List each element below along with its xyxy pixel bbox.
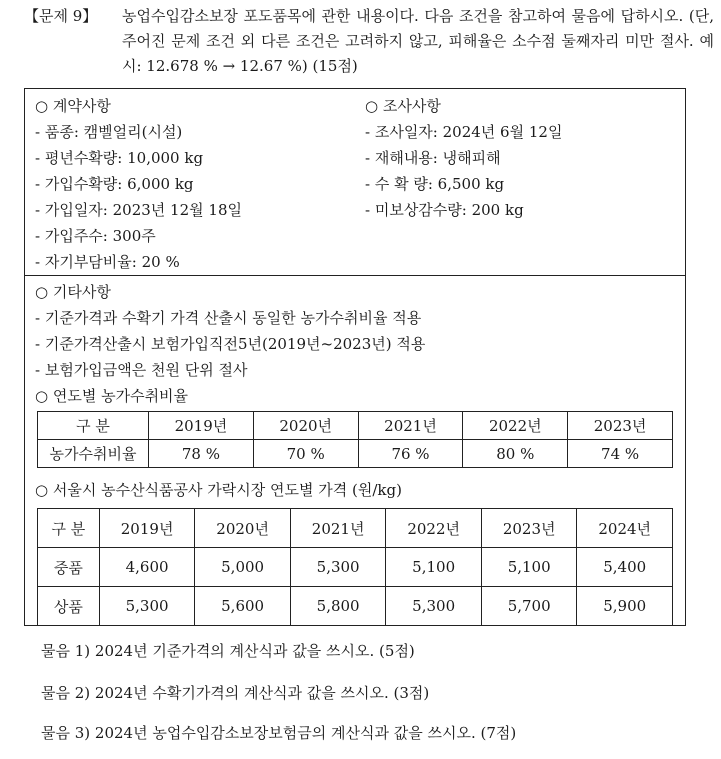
contract-item: - 품종: 캠벨얼리(시설) <box>35 123 183 141</box>
other-section <box>35 279 675 409</box>
subquestion-1: 물음 1) 2024년 기준가격의 계산식과 값을 쓰시오. (5점) <box>41 642 415 660</box>
table-cell: 4,600 <box>99 548 195 587</box>
table-cell: 2020년 <box>253 412 358 440</box>
table-cell: 2019년 <box>99 509 195 548</box>
table-header-row <box>38 412 673 440</box>
price-heading: ○ 서울시 농수산식품공사 가락시장 연도별 가격 (원/kg) <box>35 481 402 499</box>
subquestion-3: 물음 3) 2024년 농업수입감소보장보험금의 계산식과 값을 쓰시오. (7점) <box>41 724 517 742</box>
contract-survey-section <box>25 89 685 276</box>
table-row <box>38 587 673 626</box>
table-cell: 5,300 <box>99 587 195 626</box>
other-item: - 보험가입금액은 천원 단위 절사 <box>35 361 248 379</box>
table-cell: 2022년 <box>386 509 482 548</box>
table-cell: 5,900 <box>577 587 673 626</box>
question-block <box>24 4 714 79</box>
table-cell: 70 % <box>253 440 358 468</box>
table-cell: 5,800 <box>290 587 386 626</box>
survey-item: - 조사일자: 2024년 6월 12일 <box>365 123 563 141</box>
survey-item: - 미보상감수량: 200 kg <box>365 201 524 219</box>
contract-item: - 가입수확량: 6,000 kg <box>35 175 194 193</box>
condition-box <box>24 88 686 626</box>
table-cell: 2020년 <box>195 509 291 548</box>
contract-item: - 평년수확량: 10,000 kg <box>35 149 204 167</box>
table-cell: 76 % <box>358 440 463 468</box>
table-cell: 2022년 <box>463 412 568 440</box>
table-cell: 5,600 <box>195 587 291 626</box>
contract-column <box>35 93 242 275</box>
subquestion-2: 물음 2) 2024년 수확기가격의 계산식과 값을 쓰시오. (3점) <box>41 684 430 702</box>
question-text: 농업수입감소보장 포도품목에 관한 내용이다. 다음 조건을 참고하여 물음에 답하시오. (단, 주어진 문제 조건 외 다른 조건은 고려하지 않고, 피해율은 소수점 둘째자리 미만 절사. 예시: 12.678 % → 12.67 %) (15점) <box>122 7 714 75</box>
table-row <box>38 440 673 468</box>
table-cell: 2024년 <box>577 509 673 548</box>
ratio-heading: ○ 연도별 농가수취비율 <box>35 387 189 405</box>
table-cell: 5,000 <box>195 548 291 587</box>
contract-heading: ○ 계약사항 <box>35 97 111 115</box>
contract-item: - 가입주수: 300주 <box>35 227 156 245</box>
table-cell: 78 % <box>149 440 254 468</box>
survey-item: - 수 확 량: 6,500 kg <box>365 175 505 193</box>
table-cell: 2023년 <box>481 509 577 548</box>
table-cell: 80 % <box>463 440 568 468</box>
table-cell: 5,100 <box>481 548 577 587</box>
table-cell: 2019년 <box>149 412 254 440</box>
ratio-table <box>37 411 673 468</box>
table-cell: 5,100 <box>386 548 482 587</box>
other-item: - 기준가격과 수확기 가격 산출시 동일한 농가수취비율 적용 <box>35 309 422 327</box>
table-cell: 상품 <box>38 587 100 626</box>
table-cell: 구 분 <box>38 412 149 440</box>
table-cell: 중품 <box>38 548 100 587</box>
table-cell: 구 분 <box>38 509 100 548</box>
question-label: 【문제 9】 <box>24 7 98 25</box>
table-cell: 5,400 <box>577 548 673 587</box>
contract-item: - 자기부담비율: 20 % <box>35 253 180 271</box>
other-heading: ○ 기타사항 <box>35 283 111 301</box>
table-cell: 농가수취비율 <box>38 440 149 468</box>
survey-heading: ○ 조사사항 <box>365 97 441 115</box>
table-cell: 2021년 <box>290 509 386 548</box>
survey-item: - 재해내용: 냉해피해 <box>365 149 501 167</box>
table-cell: 5,700 <box>481 587 577 626</box>
table-cell: 5,300 <box>386 587 482 626</box>
contract-item: - 가입일자: 2023년 12월 18일 <box>35 201 242 219</box>
other-item: - 기준가격산출시 보험가입직전5년(2019년~2023년) 적용 <box>35 335 426 353</box>
table-header-row <box>38 509 673 548</box>
table-row <box>38 548 673 587</box>
table-cell: 5,300 <box>290 548 386 587</box>
price-table <box>37 508 673 626</box>
table-cell: 74 % <box>568 440 673 468</box>
table-cell: 2023년 <box>568 412 673 440</box>
survey-column <box>365 93 562 223</box>
table-cell: 2021년 <box>358 412 463 440</box>
